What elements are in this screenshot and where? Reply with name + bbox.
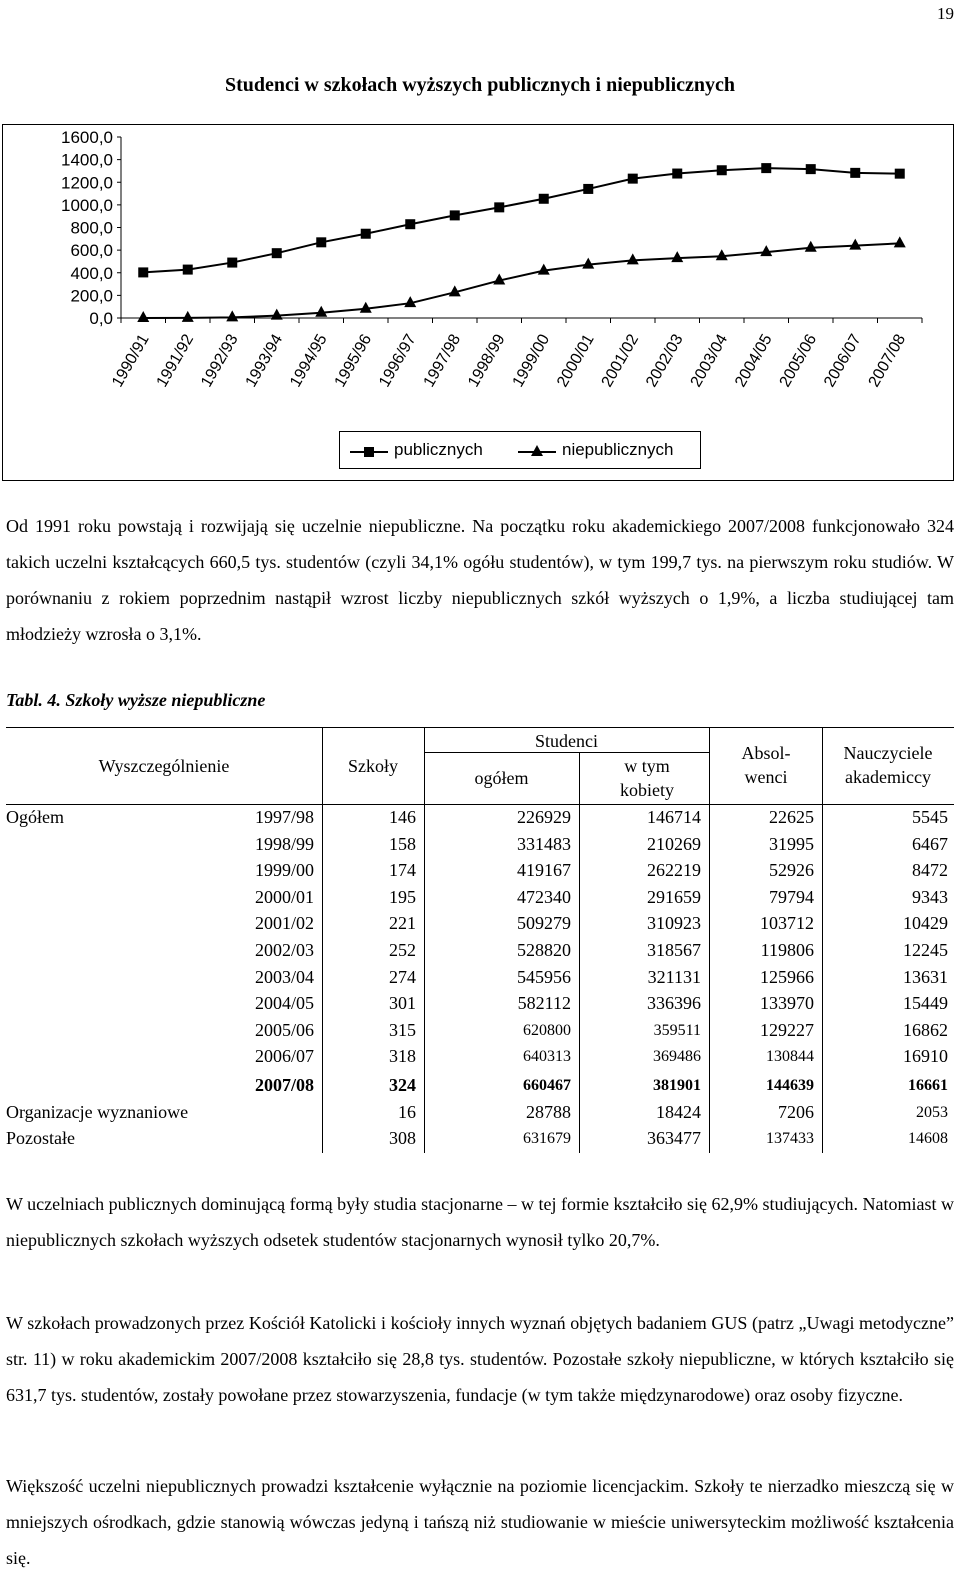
y-tick-label: 400,0 <box>70 263 113 283</box>
col-divider <box>822 727 823 1153</box>
cell-kobiety: 262219 <box>647 860 701 881</box>
line-chart <box>3 125 953 480</box>
header-nauczyciele: Nauczyciele akademiccy <box>843 743 933 787</box>
x-tick-label: 2006/07 <box>821 331 865 391</box>
cell-absolwenci: 7206 <box>778 1101 814 1122</box>
legend-triangle-marker <box>531 445 543 456</box>
header-szkoly: Szkoły <box>347 756 398 776</box>
cell-kobiety: 359511 <box>653 1021 701 1039</box>
point-publicznych <box>850 168 860 178</box>
paragraph-intro: Od 1991 roku powstają i rozwijają się uczelnie niepubliczne. Na początku roku akademickiego 2007/2008 funkcjonowało 324 takich uczelni kształcących 660,5 tys. studentów (czyli 34,1% ogółu studentów), w tym 199,7 tys. na pierwszym roku studiów. W porównaniu z rokiem poprzednim nastąpił wzrost liczby niepublicznych szkół wyższych o 1,9%, a liczba studiującej tam młodzieży wzrosła o 3,1%. <box>6 516 954 644</box>
cell-kobiety: 363477 <box>647 1128 701 1149</box>
point-publicznych <box>628 174 638 184</box>
point-niepublicznych <box>137 311 149 322</box>
cell-szkoly: 174 <box>389 860 416 881</box>
header-absolwenci: Absol- wenci <box>741 743 791 787</box>
cell-year: 2003/04 <box>254 966 314 987</box>
cell-absolwenci: 22625 <box>769 807 814 827</box>
x-tick-label: 2007/08 <box>865 331 910 391</box>
cell-szkoly: 301 <box>389 993 416 1014</box>
cell-nauczyciele: 13631 <box>903 966 948 987</box>
x-tick-label: 1997/98 <box>420 331 465 391</box>
cell-absolwenci: 137433 <box>766 1130 814 1148</box>
cell-year: 2002/03 <box>254 940 314 960</box>
x-tick-label: 1992/93 <box>198 331 242 391</box>
point-niepublicznych <box>315 306 327 317</box>
cell-ogolem: 640313 <box>523 1048 571 1066</box>
cell-ogolem: 631679 <box>523 1130 571 1148</box>
cell-szkoly: 318 <box>389 1046 416 1067</box>
point-publicznych <box>450 210 460 220</box>
cell-nauczyciele: 9343 <box>912 886 948 907</box>
row-label: Organizacje wyznaniowe <box>6 1101 189 1122</box>
cell-ogolem: 509279 <box>517 913 571 934</box>
header-w-tym-kobiety: w tym kobiety <box>620 756 674 800</box>
cell-nauczyciele: 16862 <box>903 1019 948 1040</box>
x-tick-label: 2003/04 <box>687 331 732 391</box>
x-tick-label: 2004/05 <box>732 331 776 391</box>
cell-nauczyciele: 10429 <box>903 913 948 934</box>
table-title: Tabl. 4. Szkoły wyższe niepubliczne <box>6 690 266 710</box>
point-publicznych <box>494 202 504 212</box>
point-publicznych <box>539 194 549 204</box>
point-niepublicznych <box>627 253 639 264</box>
cell-nauczyciele: 14608 <box>908 1130 948 1148</box>
cell-szkoly: 274 <box>389 966 416 987</box>
point-niepublicznych <box>894 236 906 247</box>
y-tick-label: 1000,0 <box>61 195 113 215</box>
x-tick-label: 1994/95 <box>287 331 331 391</box>
cell-ogolem: 528820 <box>517 940 571 960</box>
point-publicznych <box>761 163 771 173</box>
x-tick-label: 1993/94 <box>242 331 287 391</box>
col-divider <box>709 727 710 1153</box>
paragraph-licencjackie: Większość uczelni niepublicznych prowadzi kształcenie wyłącznie na poziomie licencjackim. Szkoły te nierzadko mieszczą się w mniejszych ośrodkach, gdzie stanowią wówczas jedyną i tańszą niż studiowanie w mieście uniwersyteckim możliwość kształcenia się. <box>6 1476 954 1568</box>
cell-absolwenci: 130844 <box>766 1048 814 1066</box>
group-label-ogolem: Ogółem <box>6 807 64 827</box>
cell-kobiety: 146714 <box>647 807 701 827</box>
cell-kobiety: 369486 <box>653 1048 701 1066</box>
x-tick-label: 1990/91 <box>109 331 153 391</box>
point-publicznych <box>717 165 727 175</box>
point-publicznych <box>227 258 237 268</box>
point-publicznych <box>895 169 905 179</box>
data-table <box>6 724 954 1154</box>
y-tick-label: 1400,0 <box>61 150 113 170</box>
point-publicznych <box>183 265 193 275</box>
y-tick-label: 0,0 <box>89 309 113 328</box>
cell-year: 2006/07 <box>254 1046 314 1067</box>
cell-nauczyciele: 16910 <box>903 1046 948 1067</box>
point-niepublicznych <box>582 258 594 269</box>
x-tick-label: 2002/03 <box>643 331 687 391</box>
cell-ogolem: 226929 <box>517 807 571 827</box>
cell-absolwenci: 119806 <box>760 940 814 960</box>
series-line-niepublicznych <box>143 243 900 318</box>
cell-year: 2007/08 <box>254 1075 314 1095</box>
cell-szkoly: 16 <box>398 1101 416 1122</box>
cell-year: 2004/05 <box>254 993 314 1014</box>
chart-legend <box>339 431 701 469</box>
cell-absolwenci: 103712 <box>760 913 814 934</box>
cell-nauczyciele: 8472 <box>912 860 948 881</box>
cell-nauczyciele: 16661 <box>908 1077 948 1094</box>
cell-ogolem: 582112 <box>517 993 571 1014</box>
cell-szkoly: 308 <box>389 1128 416 1149</box>
cell-kobiety: 321131 <box>647 966 701 987</box>
point-publicznych <box>672 169 682 179</box>
cell-absolwenci: 125966 <box>760 966 814 987</box>
point-niepublicznych <box>849 239 861 250</box>
y-tick-label: 1600,0 <box>61 128 113 147</box>
cell-szkoly: 195 <box>389 886 416 907</box>
x-tick-label: 1998/99 <box>465 331 509 391</box>
point-niepublicznych <box>805 241 817 252</box>
cell-year: 1998/99 <box>254 833 314 854</box>
cell-szkoly: 324 <box>389 1075 416 1095</box>
point-publicznych <box>138 267 148 277</box>
cell-year: 1997/98 <box>254 807 314 827</box>
cell-nauczyciele: 6467 <box>912 833 948 854</box>
cell-ogolem: 660467 <box>523 1077 571 1094</box>
point-publicznych <box>583 184 593 194</box>
x-tick-label: 1999/00 <box>509 331 554 391</box>
cell-ogolem: 331483 <box>517 833 571 854</box>
legend-label-publicznych: publicznych <box>394 440 483 459</box>
cell-ogolem: 620800 <box>523 1021 571 1039</box>
paragraph-koscioly: W szkołach prowadzonych przez Kościół Katolicki i kościoły innych wyznań objętych badaniem GUS (patrz „Uwagi metodyczne” str. 11) w roku akademickim 2007/2008 kształciło się 28,8 tys. studentów. Pozostałe szkoły niepubliczne, w których kształciło się 631,7 tys. studentów, zostały powołane przez stowarzyszenia, fundacje (w tym także międzynarodowe) oraz osoby fizyczne. <box>6 1313 954 1405</box>
point-publicznych <box>806 164 816 174</box>
x-tick-label: 1995/96 <box>331 331 376 391</box>
cell-nauczyciele: 5545 <box>912 807 948 827</box>
cell-kobiety: 18424 <box>656 1101 701 1122</box>
x-tick-label: 1996/97 <box>376 331 420 391</box>
cell-year: 1999/00 <box>254 860 314 881</box>
cell-kobiety: 210269 <box>647 833 701 854</box>
cell-szkoly: 315 <box>389 1019 416 1040</box>
x-tick-label: 2005/06 <box>776 331 821 391</box>
legend-label-niepublicznych: niepublicznych <box>562 440 674 459</box>
point-publicznych <box>361 229 371 239</box>
cell-kobiety: 381901 <box>653 1077 701 1094</box>
point-niepublicznych <box>271 309 283 320</box>
page-number: 19 <box>937 4 954 23</box>
cell-kobiety: 310923 <box>647 913 701 934</box>
cell-szkoly: 158 <box>389 833 416 854</box>
cell-ogolem: 28788 <box>526 1101 571 1122</box>
x-tick-label: 2001/02 <box>598 331 643 391</box>
cell-kobiety: 336396 <box>647 993 701 1014</box>
y-tick-label: 800,0 <box>70 218 113 238</box>
col-divider <box>322 727 323 1153</box>
x-tick-label: 2000/01 <box>554 331 598 391</box>
cell-ogolem: 419167 <box>517 860 571 881</box>
chart-title: Studenci w szkołach wyższych publicznych i niepublicznych <box>224 74 736 96</box>
col-divider <box>579 752 580 1153</box>
point-publicznych <box>316 237 326 247</box>
cell-absolwenci: 129227 <box>760 1019 814 1040</box>
cell-year: 2005/06 <box>254 1019 314 1040</box>
cell-year: 2000/01 <box>254 886 314 907</box>
row-label: Pozostałe <box>6 1128 75 1149</box>
cell-absolwenci: 31995 <box>769 833 814 854</box>
cell-nauczyciele: 15449 <box>903 993 948 1014</box>
point-niepublicznych <box>716 249 728 260</box>
table-top-rule <box>6 727 954 728</box>
chart-area <box>2 124 954 481</box>
cell-year: 2001/02 <box>254 913 314 934</box>
cell-kobiety: 291659 <box>647 886 701 907</box>
cell-ogolem: 545956 <box>517 966 571 987</box>
legend-square-marker <box>364 447 374 457</box>
cell-ogolem: 472340 <box>517 886 571 907</box>
header-wyszczegolnienie: Wyszczególnienie <box>98 756 230 776</box>
cell-kobiety: 318567 <box>647 940 701 960</box>
cell-absolwenci: 144639 <box>766 1077 814 1094</box>
cell-absolwenci: 52926 <box>769 860 814 881</box>
y-tick-label: 600,0 <box>70 241 113 261</box>
cell-szkoly: 252 <box>389 940 416 960</box>
point-niepublicznych <box>182 311 194 322</box>
point-niepublicznych <box>671 251 683 262</box>
header-studenci: Studenci <box>535 731 598 751</box>
cell-nauczyciele: 2053 <box>916 1103 948 1121</box>
cell-nauczyciele: 12245 <box>903 940 948 960</box>
x-tick-label: 1991/92 <box>153 331 198 391</box>
point-publicznych <box>272 248 282 258</box>
cell-absolwenci: 133970 <box>760 993 814 1014</box>
col-divider <box>424 727 425 1153</box>
y-tick-label: 1200,0 <box>61 173 113 193</box>
series-line-publicznych <box>143 168 900 272</box>
paragraph-stacjonarne: W uczelniach publicznych dominującą formą były studia stacjonarne – w tej formie kształciło się 62,9% studiujących. Natomiast w niepublicznych szkołach wyższych odsetek studentów stacjonarnych wynosił tylko 20,7%. <box>6 1194 954 1250</box>
header-ogolem: ogółem <box>474 768 529 788</box>
point-niepublicznych <box>226 310 238 321</box>
point-niepublicznych <box>760 245 772 256</box>
cell-szkoly: 221 <box>389 913 416 934</box>
y-tick-label: 200,0 <box>70 286 113 306</box>
cell-absolwenci: 79794 <box>769 886 814 907</box>
point-publicznych <box>405 219 415 229</box>
cell-szkoly: 146 <box>389 807 416 827</box>
